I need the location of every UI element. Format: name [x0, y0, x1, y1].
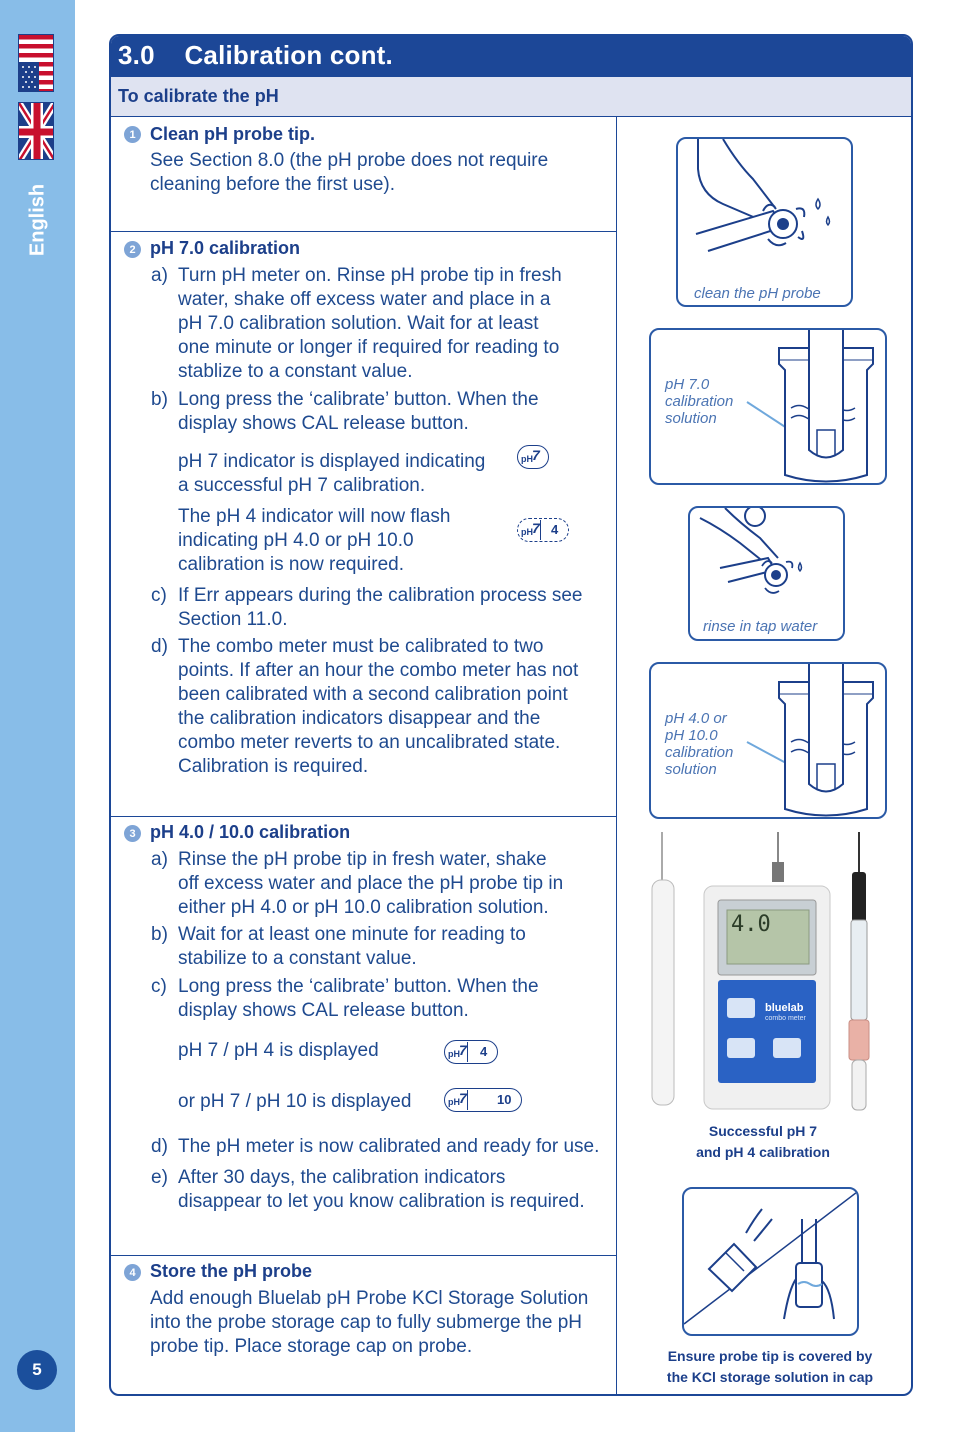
- page-number: 5: [17, 1350, 57, 1390]
- step-number-1: 1: [124, 126, 141, 143]
- item-d-label: d): [151, 636, 168, 657]
- step-number-2: 2: [124, 241, 141, 258]
- ph7-solution-illustration: [649, 328, 887, 485]
- subtitle-bar: [111, 77, 911, 117]
- ph4-solution-caption: pH 4.0 or pH 10.0 calibration solution: [665, 710, 734, 778]
- item-b-label: b): [151, 924, 168, 945]
- step-3-item-d: The pH meter is now calibrated and ready for use.: [178, 1136, 600, 1157]
- step-2-item-b: Long press the ‘calibrate’ button. When the display shows CAL release button.: [178, 389, 539, 434]
- ph7-ph10-indicator-icon: pH 7 10: [444, 1088, 522, 1112]
- hand-probe-icon: [690, 508, 845, 620]
- step-1-body: See Section 8.0 (the pH probe does not require cleaning before the first use).: [150, 150, 549, 195]
- ph7-solution-caption: pH 7.0 calibration solution: [665, 376, 734, 427]
- ph4-solution-illustration: [649, 662, 887, 819]
- meter-model: combo meter: [765, 1015, 806, 1022]
- ph7-indicator-note: pH 7 indicator is displayed indicating a successful pH 7 calibration.: [178, 451, 486, 496]
- step-2-item-d: The combo meter must be calibrated to two points. If after an hour the combo meter has not been calibrated with a second calibration point the calibration indicators disappear and the combo meter reverts to an uncalibrated state. Calibration is required.: [178, 636, 579, 777]
- item-c-label: c): [151, 976, 167, 997]
- step-4-title: Store the pH probe: [150, 1261, 313, 1281]
- clean-probe-caption: clean the pH probe: [694, 285, 821, 302]
- step-3: [111, 817, 616, 1255]
- storage-cap-illustration: [682, 1187, 859, 1336]
- step-3-item-c: Long press the ‘calibrate’ button. When the display shows CAL release button.: [178, 976, 539, 1021]
- step-4-body: Add enough Bluelab pH Probe KCl Storage Solution into the probe storage cap to fully submerge the pH probe tip. Place storage cap on probe.: [150, 1288, 589, 1357]
- calibration-panel: [109, 34, 913, 1396]
- ph7-ph10-display-note: or pH 7 / pH 10 is displayed: [178, 1091, 412, 1112]
- hand-probe-icon: [678, 139, 853, 289]
- section-title: 3.0 Calibration cont.: [118, 40, 393, 70]
- step-1: [111, 117, 616, 231]
- meter-brand: bluelab: [765, 1002, 804, 1014]
- ph7-ph4-indicator-icon: pH 7 4: [444, 1040, 498, 1064]
- column-divider: [616, 117, 617, 1396]
- item-c-label: c): [151, 585, 167, 606]
- meter-display-value: 4.0: [731, 912, 771, 937]
- step-number-3: 3: [124, 825, 141, 842]
- beaker-icon: [651, 330, 887, 485]
- step-2-item-a: Turn pH meter on. Rinse pH probe tip in fresh water, shake off excess water and place in a pH 7.0 calibration solution. Wait for at least one minute or longer if required for reading to stablize to a constant value.: [178, 265, 562, 382]
- step-4: [111, 1256, 616, 1396]
- section-subtitle: To calibrate the pH: [118, 86, 279, 106]
- language-label: English: [26, 183, 49, 257]
- combo-meter-icon: [647, 832, 887, 1117]
- item-b-label: b): [151, 389, 168, 410]
- ph7-ph4-display-note: pH 7 / pH 4 is displayed: [178, 1040, 379, 1061]
- step-2-title: pH 7.0 calibration: [150, 238, 301, 258]
- uk-flag-icon: [18, 102, 54, 160]
- us-flag-icon: [18, 34, 54, 92]
- step-number-4: 4: [124, 1264, 141, 1281]
- clean-probe-illustration: [676, 137, 853, 307]
- meter-photo-caption: Successful pH 7 and pH 4 calibration: [696, 1123, 830, 1160]
- storage-cap-caption: Ensure probe tip is covered by the KCl storage solution in cap: [666, 1348, 874, 1385]
- storage-cap-icon: [684, 1189, 859, 1336]
- title-bar: [111, 36, 911, 77]
- ph4-flash-note: The pH 4 indicator will now flash indicating pH 4.0 or pH 10.0 calibration is now required.: [178, 506, 451, 575]
- step-2: [111, 232, 616, 816]
- rinse-caption: rinse in tap water: [703, 618, 818, 635]
- step-3-item-a: Rinse the pH probe tip in fresh water, shake off excess water and place the pH probe tip in either pH 4.0 or pH 10.0 calibration solution.: [178, 849, 564, 918]
- step-3-item-e: After 30 days, the calibration indicators disappear to let you know calibration is required.: [178, 1167, 585, 1212]
- step-1-title: Clean pH probe tip.: [150, 124, 316, 144]
- beaker-icon: [651, 664, 887, 819]
- sidebar: [0, 0, 75, 1432]
- rinse-probe-illustration: [688, 506, 845, 641]
- item-d-label: d): [151, 1136, 168, 1157]
- ph7-ph4-flash-indicator-icon: pH 7 4: [517, 518, 569, 542]
- item-a-label: a): [151, 265, 168, 286]
- step-3-item-b: Wait for at least one minute for reading to stabilize to a constant value.: [178, 924, 526, 969]
- item-e-label: e): [151, 1167, 168, 1188]
- ph7-indicator-icon: pH 7: [517, 445, 549, 469]
- step-3-title: pH 4.0 / 10.0 calibration: [150, 822, 351, 842]
- step-2-item-c: If Err appears during the calibration process see Section 11.0.: [178, 585, 583, 630]
- combo-meter-photo: [647, 832, 887, 1117]
- item-a-label: a): [151, 849, 168, 870]
